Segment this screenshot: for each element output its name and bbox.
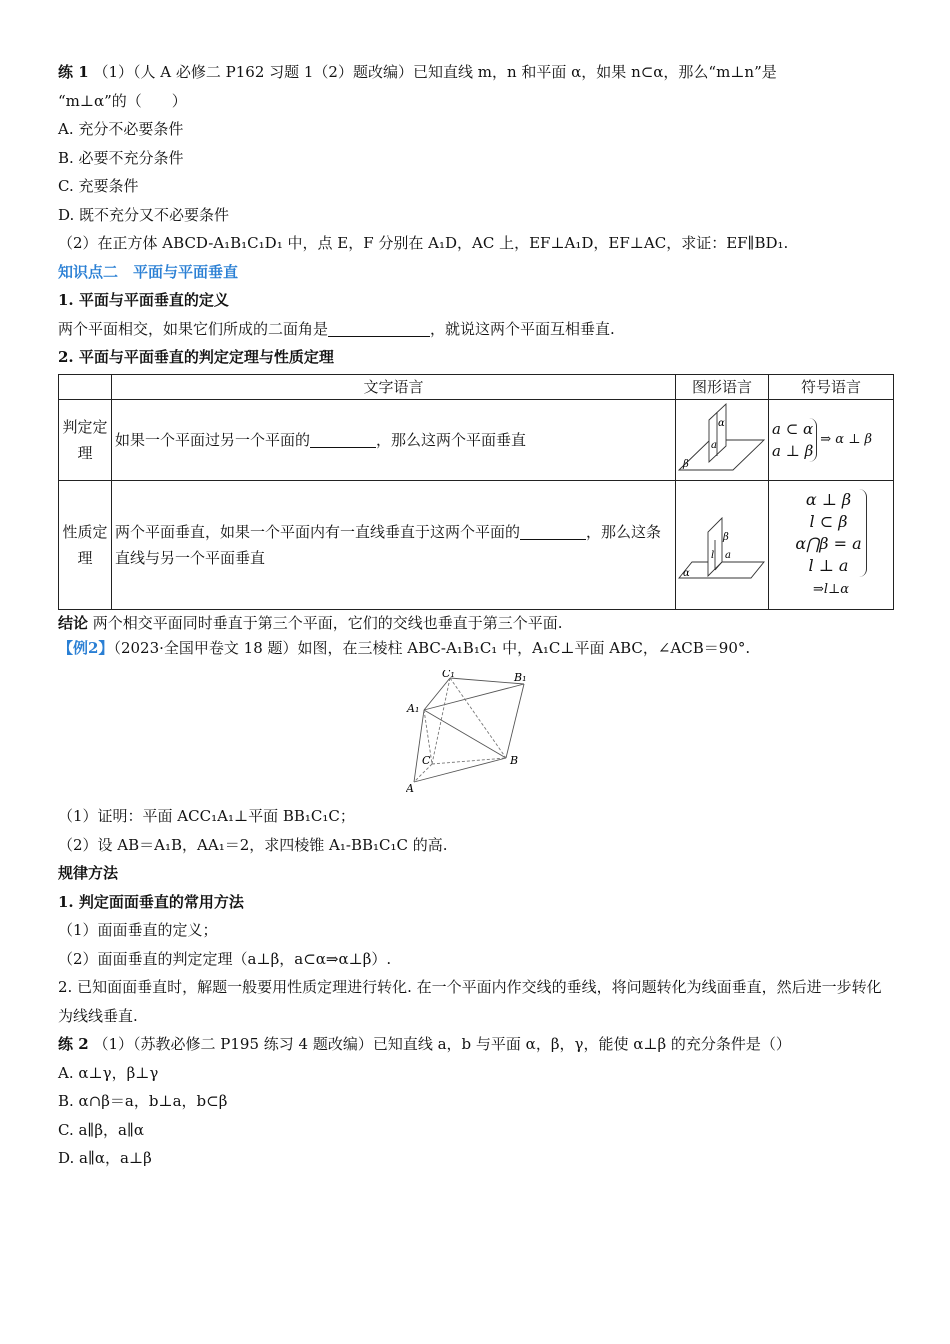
exercise-2-option-b: B. α∩β＝a，b⊥a，b⊂β — [58, 1092, 228, 1110]
figure1-alpha-label: α — [718, 417, 725, 429]
property-text-post: ，那么这条直线与另一个平面垂直 — [115, 522, 662, 567]
table-header-figure: 图形语言 — [676, 374, 769, 399]
criterion-text — [112, 399, 676, 480]
exercise-2-stem — [58, 1030, 894, 1059]
property-text — [112, 480, 676, 609]
table-header-symbol: 符号语言 — [769, 374, 894, 399]
example-2-q2: （2）设 AB＝A₁B，AA₁＝2，求四棱锥 A₁-BB₁C₁C 的高. — [58, 835, 448, 854]
conclusion-text: 两个相交平面同时垂直于第三个平面，它们的交线也垂直于第三个平面. — [92, 613, 563, 632]
vertex-c-label: C — [422, 754, 431, 767]
criterion-sym-1: a ⊂ α — [772, 419, 814, 438]
exercise-1-stem — [58, 58, 894, 87]
perpendicular-planes-figure-2 — [676, 502, 768, 584]
exercise-2-option-d: D. a∥α，a⊥β — [58, 1149, 152, 1167]
exercise-1-q2: （2）在正方体 ABCD-A₁B₁C₁D₁ 中，点 E，F 分别在 A₁D，AC 上，EF⊥A₁D，EF⊥AC，求证：EF∥BD₁. — [58, 234, 789, 252]
table-header-text: 文字语言 — [112, 374, 676, 399]
exercise-1-option-d: D. 既不充分又不必要条件 — [58, 205, 230, 224]
exercise-2-text-end: ） — [775, 1035, 791, 1053]
criterion-brace — [772, 418, 817, 462]
exercise-1-label: 练 1 — [58, 63, 89, 81]
knowledge-point-2-title: 知识点二 平面与平面垂直 — [58, 262, 239, 281]
property-conclusion: ⇒l⊥α — [812, 581, 850, 597]
table-header-blank — [59, 374, 112, 399]
prism-figure-container — [58, 670, 894, 798]
figure2-alpha-label: α — [683, 567, 690, 579]
table-row-property — [59, 480, 894, 609]
criterion-text-post: ，那么这两个平面垂直 — [376, 431, 527, 449]
section-2-title: 2. 平面与平面垂直的判定定理与性质定理 — [58, 348, 334, 366]
exercise-1-option-c: C. 充要条件 — [58, 177, 139, 195]
figure1-beta-label: β — [683, 458, 689, 470]
methods-1-title: 1. 判定面面垂直的常用方法 — [58, 892, 244, 911]
table-header-row — [59, 374, 894, 399]
methods-title: 规律方法 — [58, 864, 119, 882]
conclusion-line — [58, 612, 894, 634]
criterion-name: 判定定理 — [59, 399, 112, 480]
definition-line — [58, 315, 894, 344]
document-page — [58, 58, 894, 1173]
property-figure — [676, 480, 769, 609]
criterion-text-pre: 如果一个平面过另一个平面的 — [115, 431, 311, 449]
triangular-prism-figure — [406, 670, 536, 794]
vertex-a1-label: A₁ — [407, 702, 420, 715]
exercise-2-text: （1）（苏教必修二 P195 练习 4 题改编）已知直线 a，b 与平面 α，β，γ，能使 α⊥β 的充分条件是（ — [93, 1035, 776, 1053]
exercise-2-option-c: C. a∥β，a∥α — [58, 1120, 145, 1139]
property-sym-2: l ⊂ β — [809, 511, 848, 531]
property-sym-3: α⋂β = a — [795, 533, 862, 553]
exercise-1-option-b: B. 必要不充分条件 — [58, 148, 184, 167]
exercise-1-option-a: A. 充分不必要条件 — [58, 120, 184, 138]
property-sym-1: α ⊥ β — [805, 489, 852, 509]
property-name: 性质定理 — [59, 480, 112, 609]
criterion-symbol — [769, 399, 894, 480]
example-2-q1: （1）证明：平面 ACC₁A₁⊥平面 BB₁C₁C； — [58, 807, 355, 825]
criterion-figure — [676, 399, 769, 480]
example-2-stem — [58, 634, 894, 663]
exercise-1-q1-text: （1）（人 A 必修二 P162 习题 1（2）题改编）已知直线 m，n 和平面 α，如果 n⊂α，那么“m⊥n”是 — [93, 63, 777, 81]
property-sym-4: l ⊥ a — [808, 555, 849, 575]
methods-1-item-2: （2）面面垂直的判定定理（a⊥β，a⊂α⇒α⊥β）. — [58, 949, 392, 968]
definition-post: ，就说这两个平面互相垂直. — [430, 319, 615, 338]
exercise-2-option-a: A. α⊥γ，β⊥γ — [58, 1063, 159, 1082]
figure2-beta-label: β — [723, 531, 729, 543]
example-2-text: （2023·全国甲卷文 18 题）如图，在三棱柱 ABC-A₁B₁C₁ 中，A₁C⊥平面 ABC，∠ACB＝90°. — [113, 638, 751, 657]
property-brace — [795, 489, 866, 577]
exercise-2-label: 练 2 — [58, 1035, 89, 1053]
conclusion-label: 结论 — [58, 613, 89, 632]
vertex-a-label: A — [406, 782, 414, 794]
criterion-blank[interactable] — [310, 433, 376, 448]
figure1-a-label: a — [711, 439, 717, 451]
vertex-b1-label: B₁ — [514, 671, 527, 684]
criterion-sym-2: a ⊥ β — [772, 441, 814, 460]
vertex-c1-label: C₁ — [442, 670, 455, 680]
figure2-l-label: l — [711, 549, 715, 561]
vertex-b-label: B — [510, 754, 519, 767]
figure2-a-label: a — [725, 549, 731, 561]
methods-2: 2. 已知面面垂直时，解题一般要用性质定理进行转化. 在一个平面内作交线的垂线，将问题转化为线面垂直，然后进一步转化为线线垂直. — [58, 978, 882, 1025]
criterion-conclusion: ⇒ α ⊥ β — [820, 431, 873, 447]
exercise-1-q1-cont: “m⊥α”的（ ） — [58, 91, 187, 110]
section-1-title: 1. 平面与平面垂直的定义 — [58, 291, 229, 309]
definition-blank[interactable] — [328, 322, 430, 337]
table-row-criterion — [59, 399, 894, 480]
theorem-table — [58, 374, 894, 610]
example-2-label: 【例2】 — [58, 638, 114, 657]
property-blank[interactable] — [520, 525, 586, 540]
property-symbol — [769, 480, 894, 609]
definition-pre: 两个平面相交，如果它们所成的二面角是 — [58, 319, 329, 338]
methods-1-item-1: （1）面面垂直的定义； — [58, 921, 218, 939]
property-text-pre: 两个平面垂直，如果一个平面内有一直线垂直于这两个平面的 — [115, 522, 521, 541]
perpendicular-planes-figure-1 — [676, 400, 768, 476]
